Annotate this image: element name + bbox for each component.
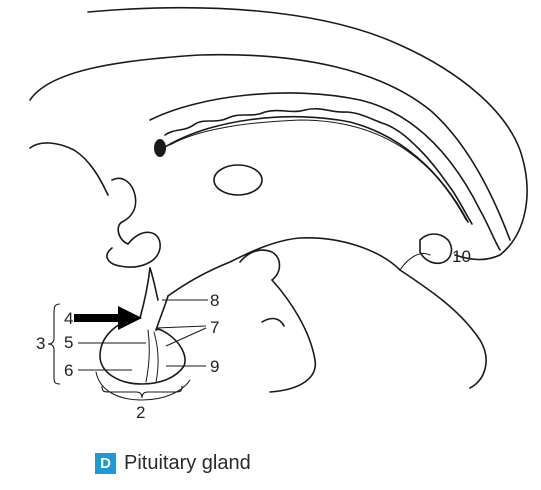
- pituitary-cleft: [146, 330, 149, 382]
- choroid-plexus-inner: [170, 120, 466, 220]
- infundibulum-anterior-wall: [140, 268, 150, 318]
- figure-caption: [95, 450, 251, 476]
- pituitary-gland: [100, 318, 185, 384]
- superior-colliculus: [400, 253, 430, 270]
- label-2: 2: [136, 403, 146, 422]
- label-6: 6: [64, 361, 74, 380]
- optic-chiasm: [107, 232, 160, 267]
- bracket-2: [102, 386, 182, 398]
- label-9: 9: [210, 357, 220, 376]
- cerebral-aqueduct: [262, 319, 284, 326]
- interthalamic-adhesion: [214, 165, 262, 195]
- tuber-cinereum: [150, 268, 158, 300]
- arrow-to-label-4-structure: [74, 306, 142, 330]
- corpus-callosum-upper: [150, 93, 500, 250]
- label-5: 5: [64, 333, 74, 352]
- ventricle-dark-spot: [154, 139, 166, 157]
- pons-outline: [400, 270, 486, 388]
- pineal-region: [420, 234, 451, 263]
- caption-text: Pituitary gland: [124, 451, 251, 474]
- leader-7a: [156, 326, 206, 328]
- caption-badge: D: [95, 453, 116, 474]
- sella-turcica: [96, 372, 190, 400]
- label-3: 3: [36, 334, 46, 353]
- lamina-terminalis: [112, 178, 136, 244]
- brain-outline: [88, 8, 527, 260]
- forehead-contour: [30, 143, 108, 195]
- third-ventricle-floor: [168, 238, 400, 296]
- label-4: 4: [64, 309, 74, 328]
- label-7: 7: [210, 318, 220, 337]
- brainstem-outline: [270, 280, 315, 392]
- bracket-3: [48, 304, 60, 384]
- label-8: 8: [210, 291, 220, 310]
- label-10: 10: [452, 247, 471, 266]
- pituitary-cleft-2: [154, 332, 158, 382]
- infundibulum-posterior-wall: [156, 296, 168, 330]
